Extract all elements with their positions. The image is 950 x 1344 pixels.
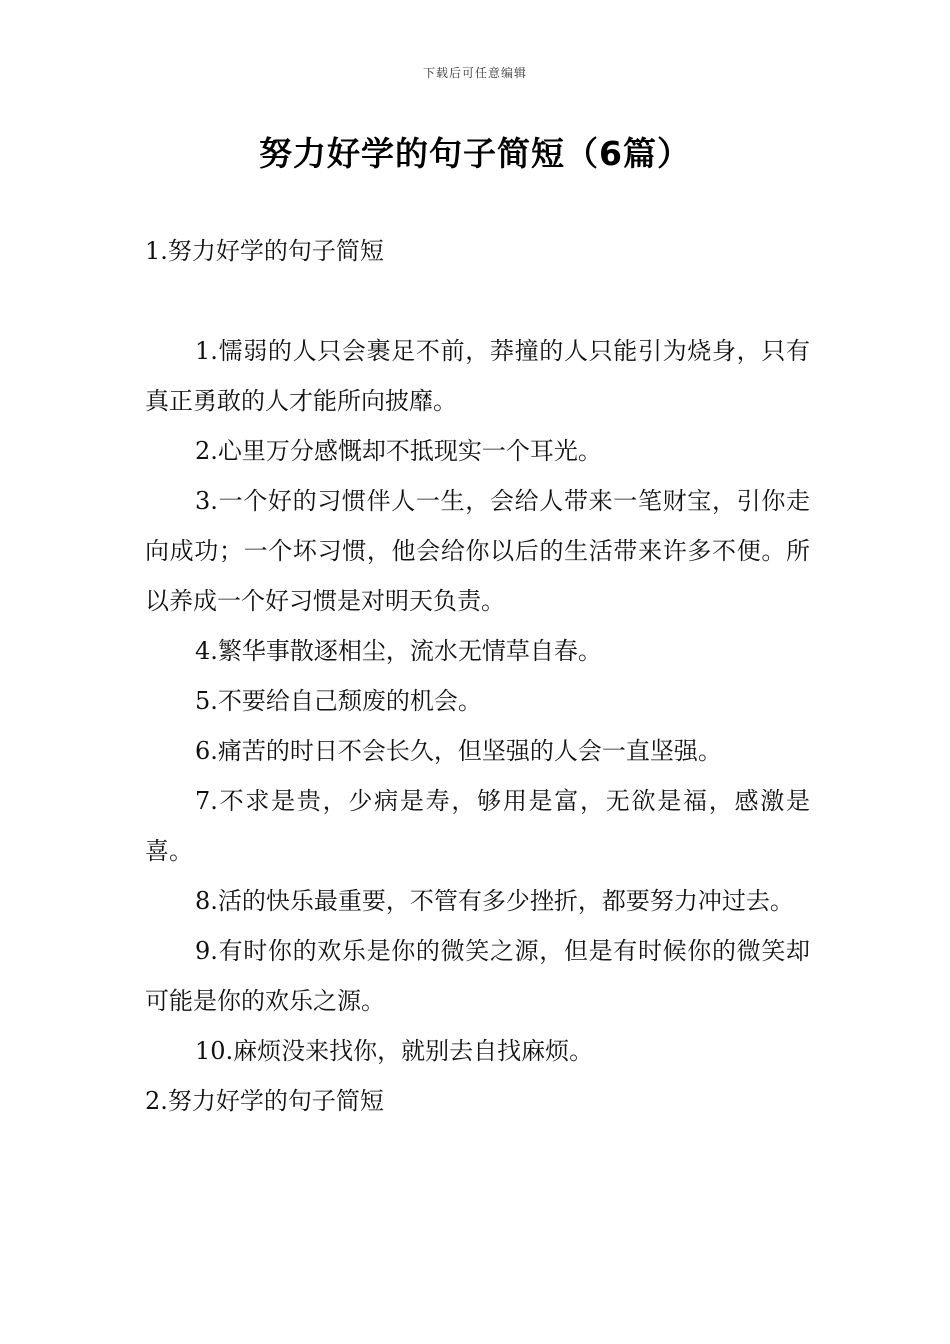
list-item: 1.懦弱的人只会裹足不前，莽撞的人只能引为烧身，只有真正勇敢的人才能所向披靡。 [145, 337, 810, 415]
document-body [145, 226, 810, 1126]
list-item: 5.不要给自己颓废的机会。 [195, 687, 482, 715]
section-heading-2: 2.努力好学的句子简短 [145, 1087, 384, 1115]
list-item: 4.繁华事散逐相尘，流水无情草自春。 [195, 637, 602, 665]
list-item: 6.痛苦的时日不会长久，但坚强的人会一直坚强。 [195, 737, 722, 765]
header-note: 下载后可任意编辑 [422, 66, 527, 80]
section-heading-1: 1.努力好学的句子简短 [145, 237, 384, 265]
list-item: 7.不求是贵，少病是寿，够用是富，无欲是福，感激是喜。 [145, 787, 810, 865]
list-item: 9.有时你的欢乐是你的微笑之源，但是有时候你的微笑却可能是你的欢乐之源。 [145, 937, 810, 1015]
list-item: 2.心里万分感慨却不抵现实一个耳光。 [195, 437, 602, 465]
list-item: 3.一个好的习惯伴人一生，会给人带来一笔财宝，引你走向成功；一个坏习惯，他会给你以后的生活带来许多不便。所以养成一个好习惯是对明天负责。 [145, 487, 810, 615]
list-item: 10.麻烦没来找你，就别去自找麻烦。 [195, 1037, 594, 1065]
section-spacer [145, 276, 810, 326]
list-item: 8.活的快乐最重要，不管有多少挫折，都要努力冲过去。 [195, 887, 794, 915]
document-title: 努力好学的句子简短（6篇） [259, 134, 691, 173]
